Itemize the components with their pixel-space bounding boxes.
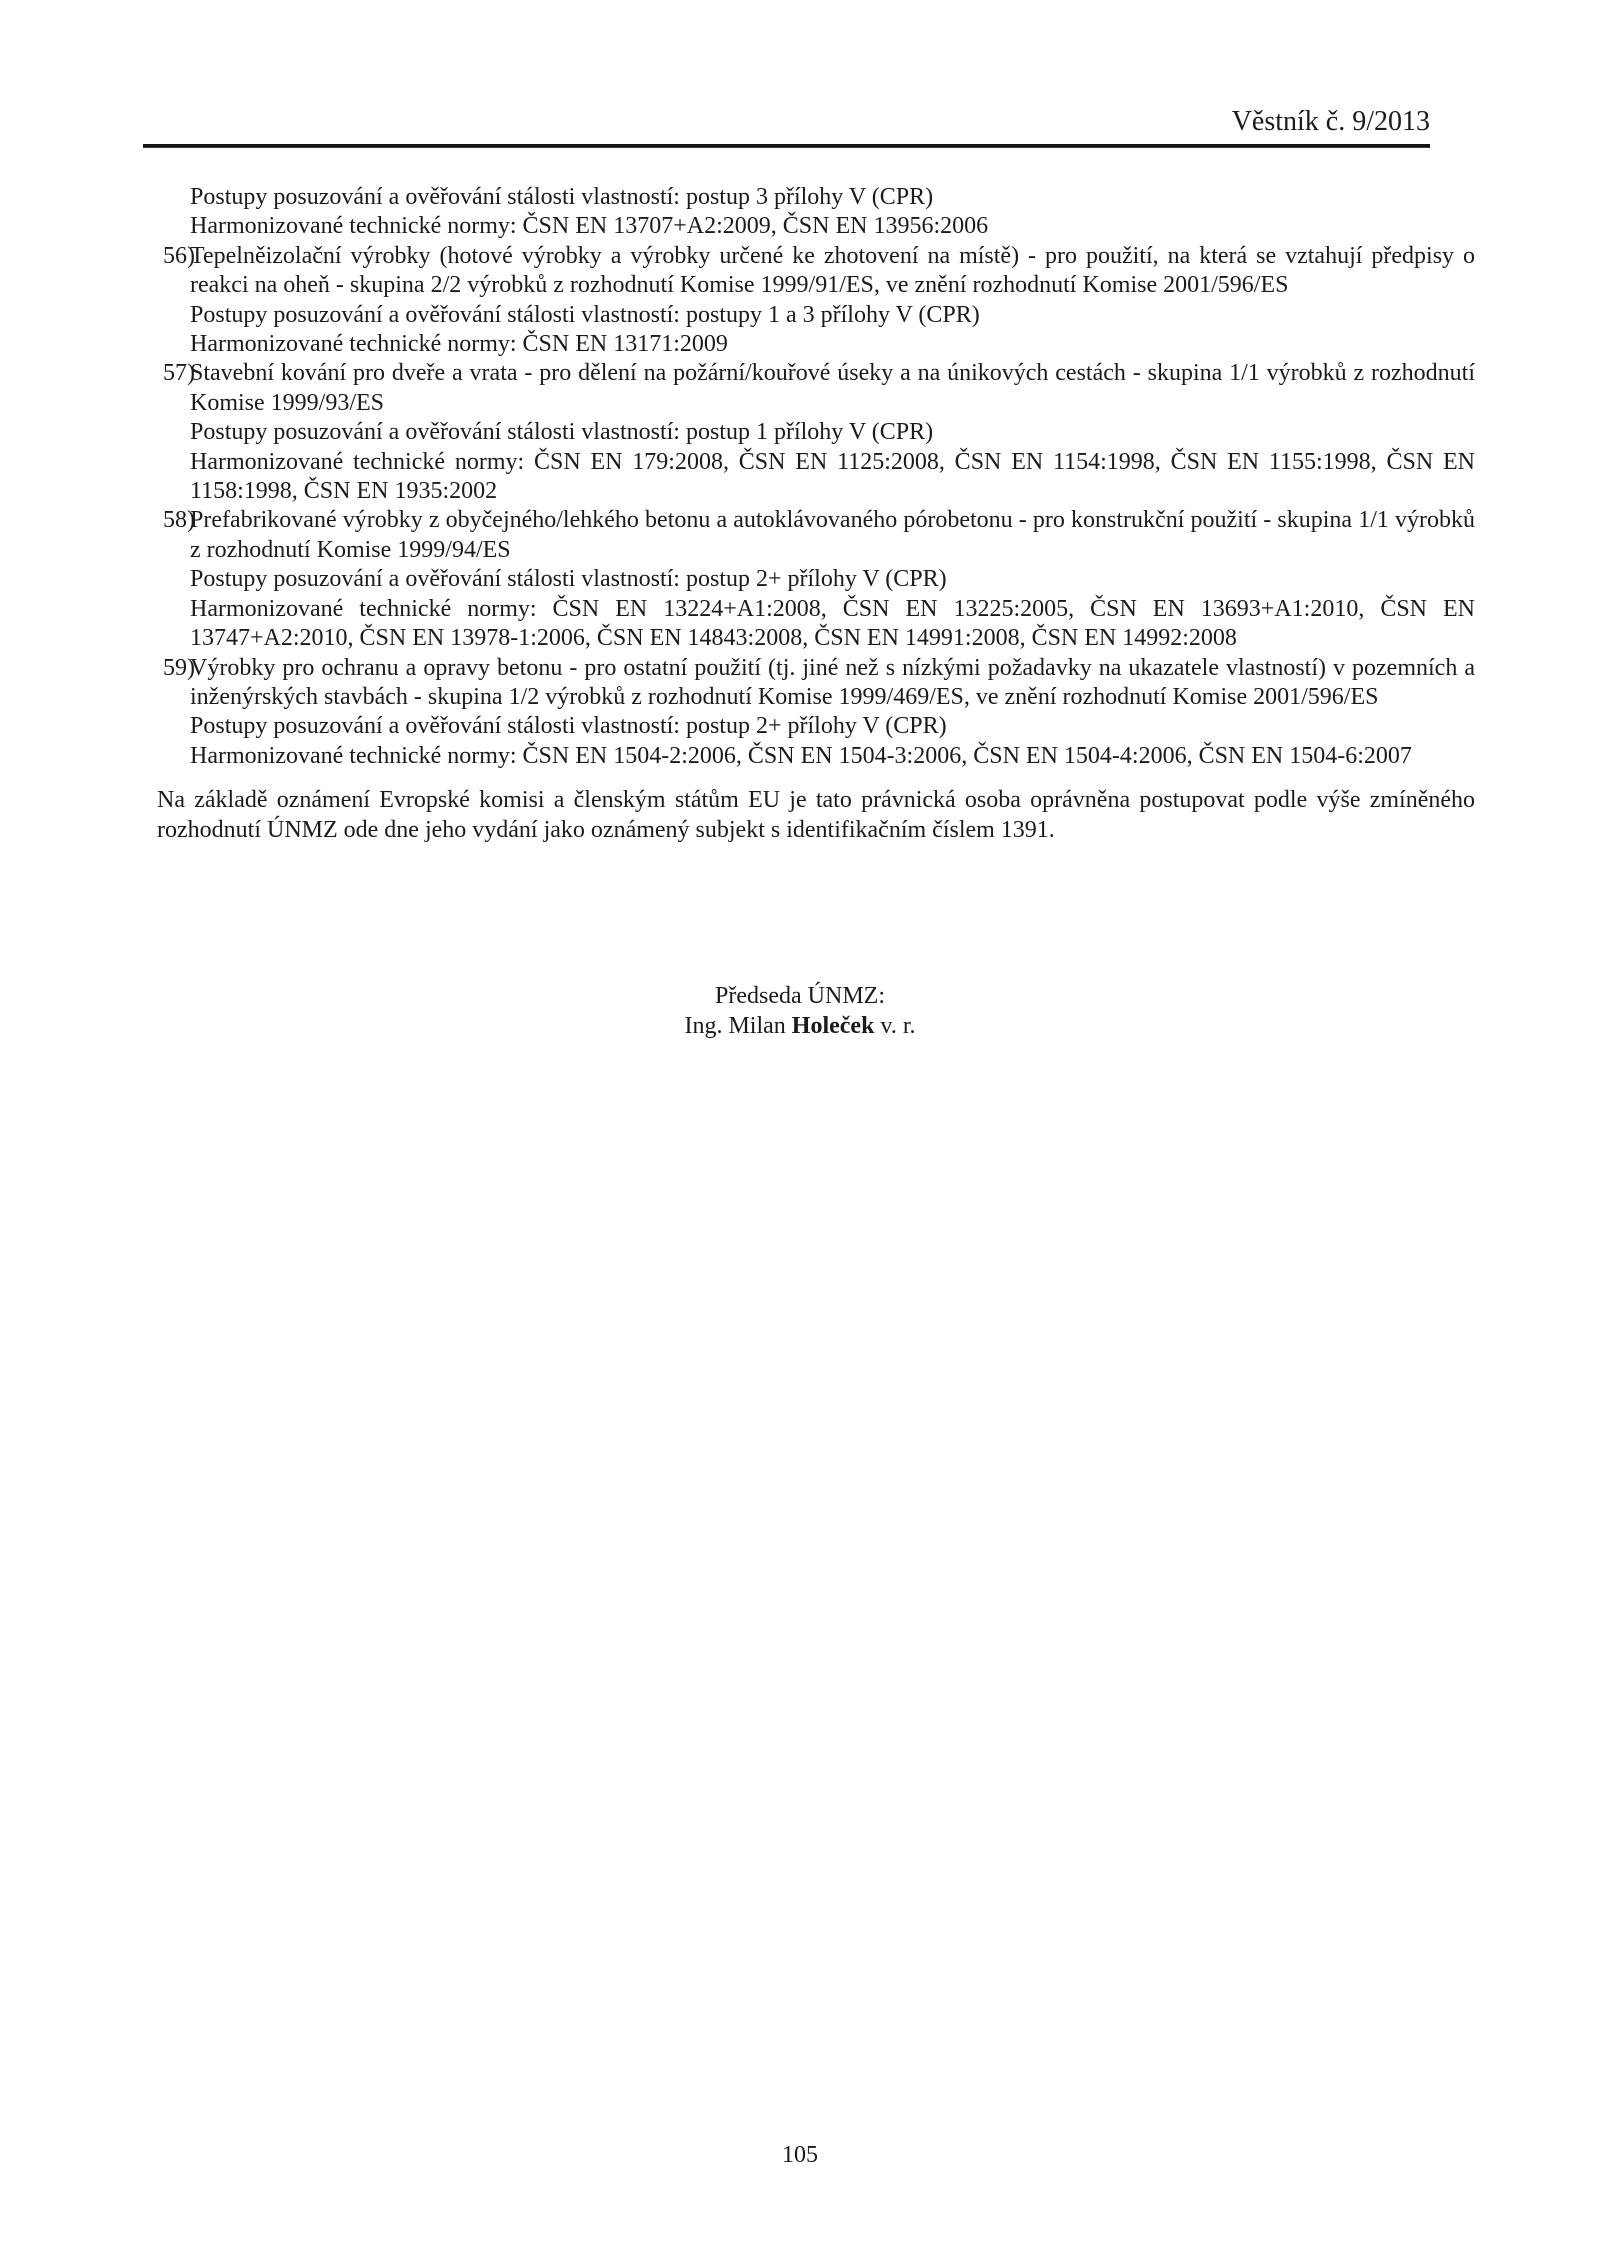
continuation-standards-line: Harmonizované technické normy: ČSN EN 13707+A2:2009, ČSN EN 13956:2006 xyxy=(190,213,989,240)
item-procedures: Postupy posuzování a ověřování stálosti vlastností: postupy 1 a 3 přílohy V (CPR) xyxy=(190,301,980,328)
item-description: Výrobky pro ochranu a opravy betonu - pro ostatní použití (tj. jiné než s nízkými požadavky na ukazatele vlastností) v pozemních a inženýrských stavbách - skupina 1/2 výrobků z rozhodnutí Komise 1999/469/ES, ve znění rozhodnutí Komise 2001/596/ES xyxy=(190,654,1475,710)
list-item-56 xyxy=(145,242,1475,360)
item-number: 57) xyxy=(163,360,195,387)
signature-block xyxy=(0,981,1600,1041)
item-description: Stavební kování pro dveře a vrata - pro dělení na požární/kouřové úseky a na únikových cestách - skupina 1/1 výrobků z rozhodnutí Komise 1999/93/ES xyxy=(190,360,1475,416)
bulletin-body xyxy=(145,183,1475,845)
item-procedures: Postupy posuzování a ověřování stálosti vlastností: postup 1 přílohy V (CPR) xyxy=(190,419,934,446)
bulletin-title: Věstník č. 9/2013 xyxy=(1231,106,1430,137)
item-standards: Harmonizované technické normy: ČSN EN 1504-2:2006, ČSN EN 1504-3:2006, ČSN EN 1504-4:2006, ČSN EN 1504-6:2007 xyxy=(190,742,1412,769)
header-rule xyxy=(143,144,1430,148)
item-description: Prefabrikované výrobky z obyčejného/lehkého betonu a autoklávovaného pórobetonu - pro konstrukční použití - skupina 1/1 výrobků z rozhodnutí Komise 1999/94/ES xyxy=(190,507,1475,563)
signature-name-suffix: v. r. xyxy=(874,1013,916,1039)
item-procedures: Postupy posuzování a ověřování stálosti vlastností: postup 2+ přílohy V (CPR) xyxy=(190,713,947,740)
item-description: Tepelněizolační výrobky (hotové výrobky a výrobky určené ke zhotovení na místě) - pro použití, na která se vztahují předpisy o reakci na oheň - skupina 2/2 výrobků z rozhodnutí Komise 1999/91/ES, ve znění rozhodnutí Komise 2001/596/ES xyxy=(190,242,1475,299)
list-item-59 xyxy=(145,654,1475,772)
signature-name xyxy=(0,1011,1600,1041)
item-standards: Harmonizované technické normy: ČSN EN 13171:2009 xyxy=(190,331,728,358)
continuation-procedures-line: Postupy posuzování a ověřování stálosti vlastností: postup 3 přílohy V (CPR) xyxy=(190,184,934,210)
list-item-58 xyxy=(145,506,1475,653)
closing-paragraph: Na základě oznámení Evropské komisi a členským státům EU je tato právnická osoba oprávněna postupovat podle výše zmíněného rozhodnutí ÚNMZ ode dne jeho vydání jako oznámený subjekt s identifikačním číslem 1391. xyxy=(157,787,1475,843)
item-procedures: Postupy posuzování a ověřování stálosti vlastností: postup 2+ přílohy V (CPR) xyxy=(190,566,947,593)
list-item-57 xyxy=(145,359,1475,506)
item-standards: Harmonizované technické normy: ČSN EN 13224+A1:2008, ČSN EN 13225:2005, ČSN EN 13693+A1:2010, ČSN EN 13747+A2:2010, ČSN EN 13978-1:2006, ČSN EN 14843:2008, ČSN EN 14991:2008, ČSN EN 14992:2008 xyxy=(190,595,1475,652)
item-number: 58) xyxy=(163,507,195,534)
signature-name-bold: Holeček xyxy=(791,1013,875,1039)
page-number: 105 xyxy=(782,2142,818,2168)
item-number: 59) xyxy=(163,654,195,681)
signature-role: Předseda ÚNMZ: xyxy=(715,983,885,1009)
item-standards: Harmonizované technické normy: ČSN EN 179:2008, ČSN EN 1125:2008, ČSN EN 1154:1998, ČSN EN 1155:1998, ČSN EN 1158:1998, ČSN EN 1935:2002 xyxy=(190,448,1475,505)
signature-name-prefix: Ing. Milan xyxy=(684,1013,792,1039)
item-number: 56) xyxy=(163,242,195,269)
